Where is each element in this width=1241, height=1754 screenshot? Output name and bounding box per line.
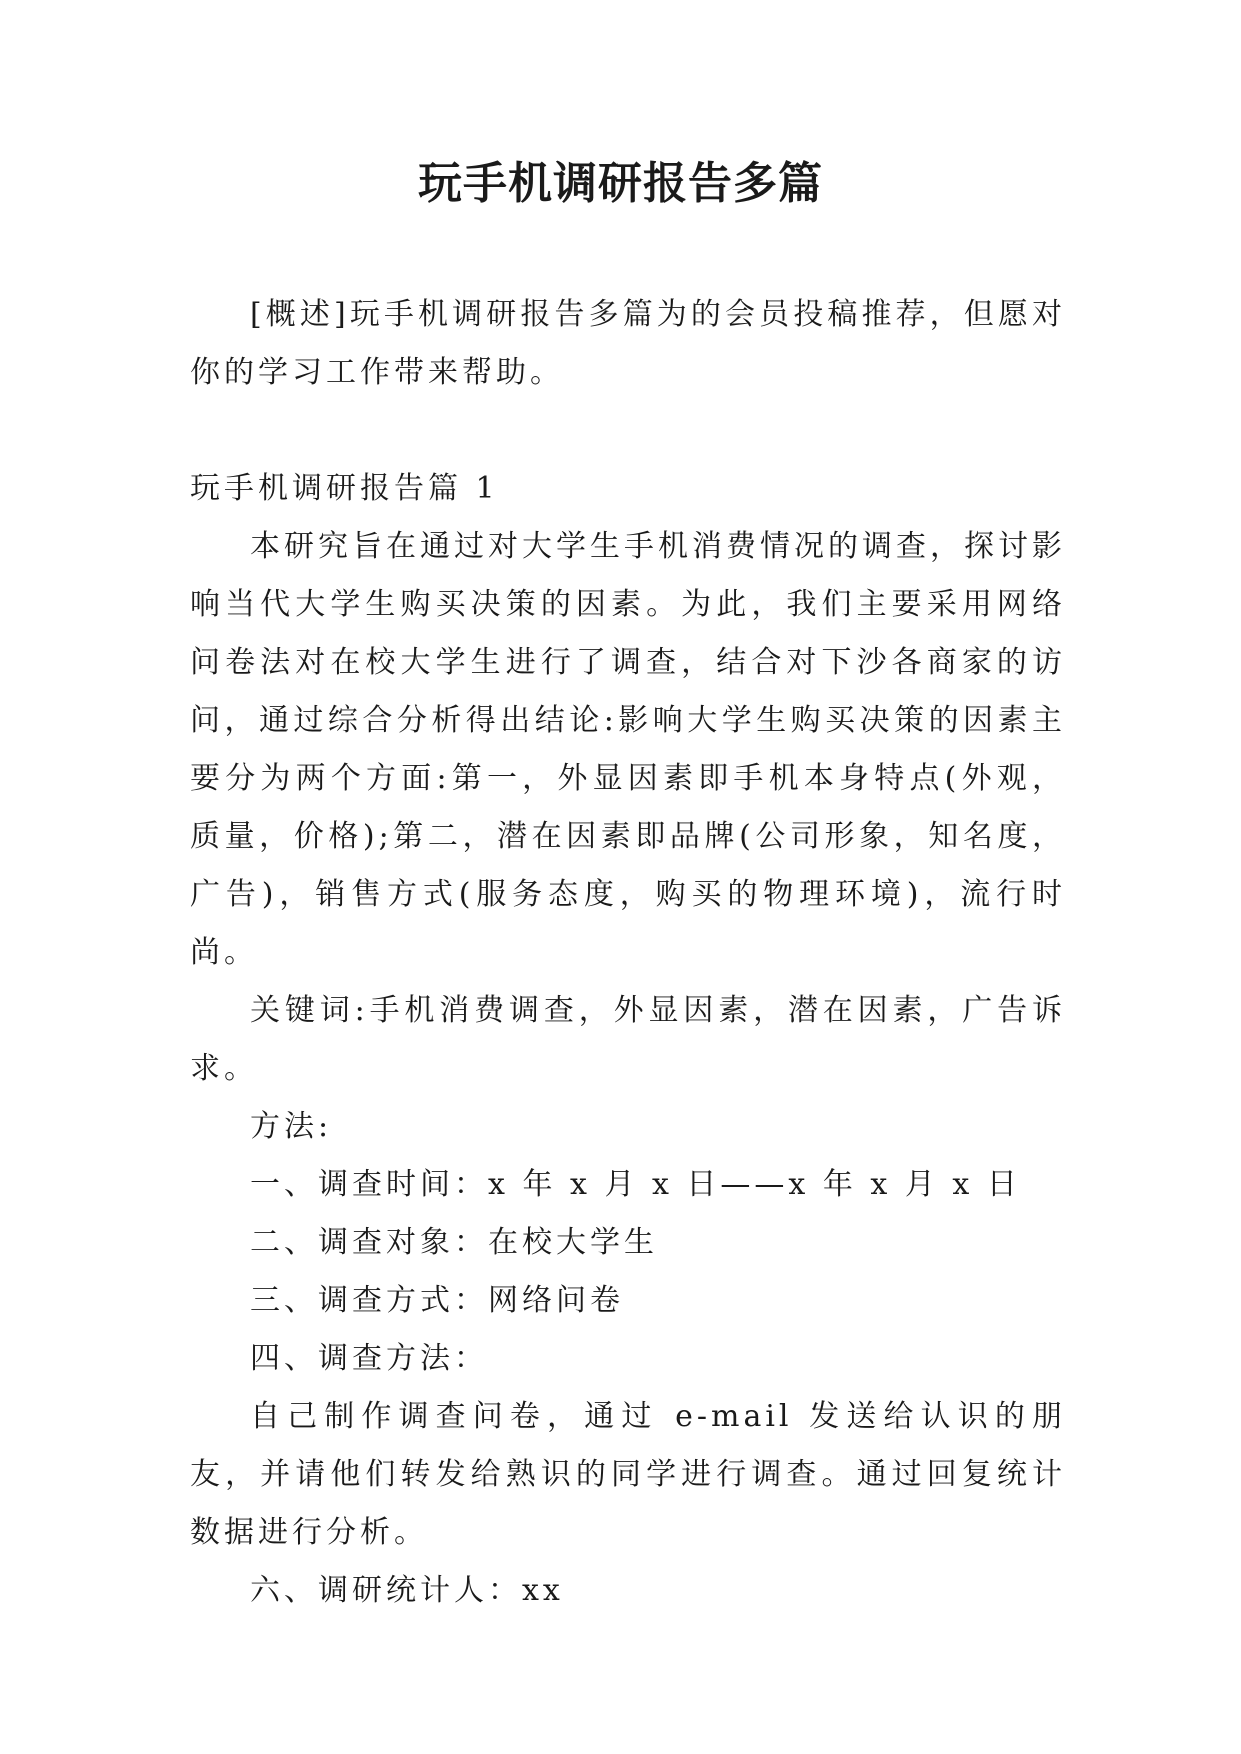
method-item-method: 四、调查方法： — [250, 1341, 488, 1376]
keywords-paragraph: 关键词:手机消费调查，外显因素，潜在因素，广告诉求。 — [190, 993, 1066, 1086]
method-item-subject: 二、调查对象：在校大学生 — [250, 1225, 658, 1260]
section-heading: 玩手机调研报告篇 1 — [190, 471, 499, 506]
method-label: 方法: — [250, 1109, 333, 1144]
method-detail-paragraph: 自己制作调查问卷，通过 e-mail 发送给认识的朋友，并请他们转发给熟识的同学进行调查。通过回复统计数据进行分析。 — [190, 1399, 1066, 1550]
method-item-mode: 三、调查方式：网络问卷 — [250, 1283, 624, 1318]
statistician-line: 六、调研统计人：xx — [250, 1573, 564, 1608]
abstract-paragraph: 本研究旨在通过对大学生手机消费情况的调查，探讨影响当代大学生购买决策的因素。为此，我们主要采用网络问卷法对在校大学生进行了调查，结合对下沙各商家的访问，通过综合分析得出结论:影响大学生购买决策的因素主要分为两个方面:第一，外显因素即手机本身特点(外观，质量，价格);第二，潜在因素即品牌(公司形象，知名度，广告)，销售方式(服务态度，购买的物理环境)，流行时尚。 — [190, 529, 1066, 970]
summary-paragraph: [概述]玩手机调研报告多篇为的会员投稿推荐，但愿对你的学习工作带来帮助。 — [190, 297, 1066, 390]
method-item-time: 一、调查时间：x 年 x 月 x 日——x 年 x 月 x 日 — [250, 1167, 1021, 1202]
document-body — [190, 286, 1066, 1620]
document-title: 玩手机调研报告多篇 — [418, 158, 823, 209]
